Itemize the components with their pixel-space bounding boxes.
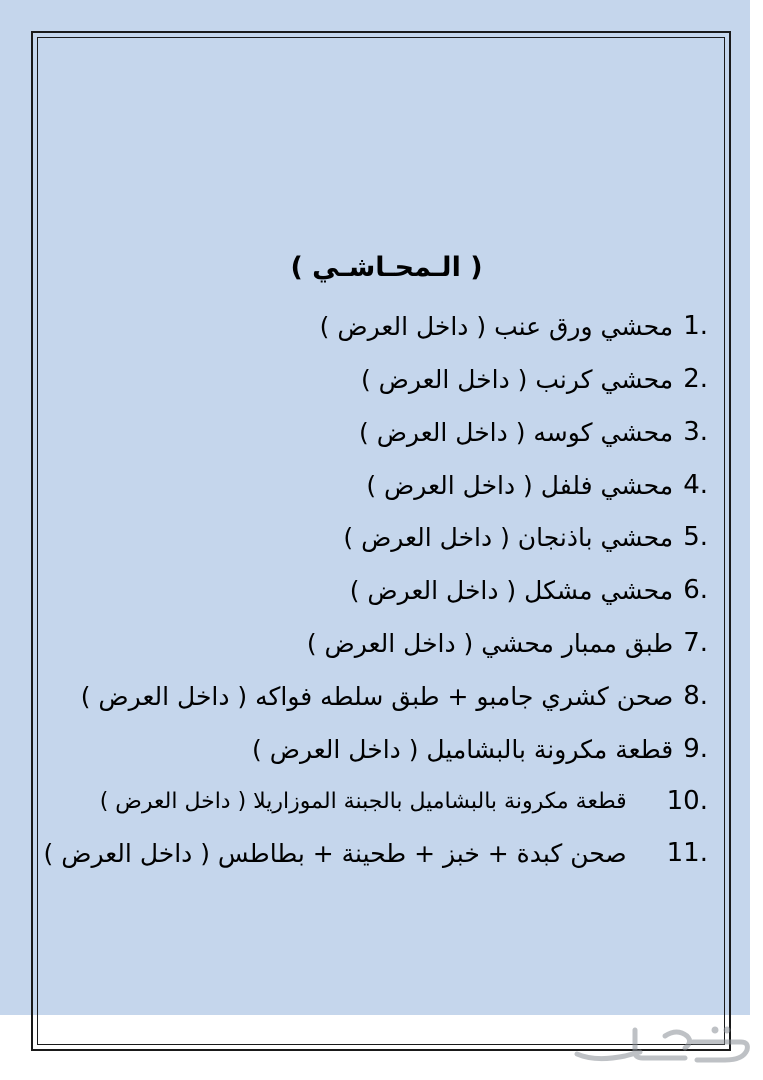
list-item-text: محشي مشكل ( داخل العرض )	[349, 575, 674, 605]
list-item-text: محشي فلفل ( داخل العرض )	[366, 470, 674, 500]
list-item-text: صحن كشري جامبو + طبق سلطه فواكه ( داخل العرض )	[80, 681, 674, 711]
list-item-text: محشي كوسه ( داخل العرض )	[359, 417, 674, 447]
list-item-number: 5.	[683, 522, 708, 552]
list-item-text: صحن كبدة + خبز + طحينة + بطاطس ( داخل العرض )	[43, 838, 627, 868]
list-item-text: قطعة مكرونة بالبشاميل بالجبنة الموزاريلا ( داخل العرض )	[99, 788, 627, 814]
list-item	[252, 729, 708, 769]
list-item-number: 8.	[683, 681, 708, 711]
list-item	[361, 359, 708, 399]
list-item-number: 9.	[683, 734, 708, 764]
list-item-text: طبق ممبار محشي ( داخل العرض )	[306, 628, 674, 658]
document-title: ( الـمحـاشـي )	[290, 252, 483, 283]
list-item-number: 7.	[683, 628, 708, 658]
list-item-number: 10.	[666, 786, 708, 816]
list-item	[307, 623, 708, 663]
list-item	[320, 306, 708, 346]
list-item-text: محشي كرنب ( داخل العرض )	[360, 364, 674, 394]
list-item-number: 4.	[683, 470, 708, 500]
list-item	[100, 781, 708, 821]
list-item-number: 2.	[683, 364, 708, 394]
list-item-text: محشي باذنجان ( داخل العرض )	[343, 522, 674, 552]
list-item	[350, 570, 708, 610]
list-item-text: محشي ورق عنب ( داخل العرض )	[319, 311, 674, 341]
list-item	[366, 465, 708, 505]
list-item-number: 6.	[683, 575, 708, 605]
list-item	[81, 676, 708, 716]
list-item-number: 3.	[683, 417, 708, 447]
haraj-logo-icon	[565, 1012, 755, 1074]
list-item-text: قطعة مكرونة بالبشاميل ( داخل العرض )	[252, 734, 674, 764]
list-item-number: 1.	[683, 311, 708, 341]
list-item	[359, 412, 708, 452]
list-item	[44, 833, 708, 873]
list-item	[343, 517, 708, 557]
list-item-number: 11.	[666, 838, 708, 868]
